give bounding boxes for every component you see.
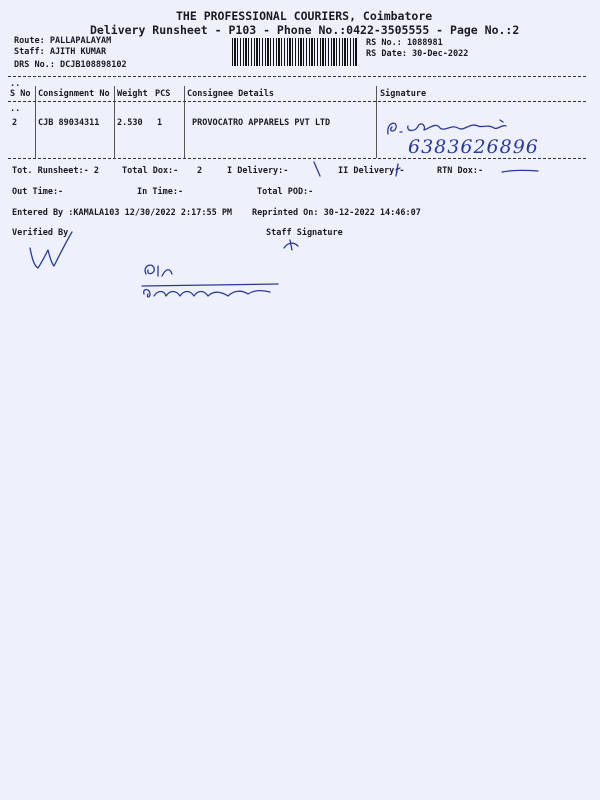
drs-number: DRS No.: DCJB108898102 — [14, 60, 127, 70]
barcode — [232, 38, 358, 66]
column-divider — [184, 86, 185, 158]
total-dox: Total Dox:- — [122, 166, 179, 176]
total-dox-value: 2 — [197, 166, 203, 176]
verified-by-label: Verified By — [12, 228, 69, 238]
pen-tick-marks — [312, 160, 542, 180]
header-consignment: Consignment No — [38, 89, 110, 99]
row-sno: 2 — [12, 118, 18, 128]
staff-signature-mark — [282, 238, 302, 252]
receiver-phone: 6383626896 — [408, 136, 539, 158]
divider — [8, 158, 586, 159]
i-delivery: I Delivery:- — [227, 166, 289, 176]
header-weight: Weight — [117, 89, 148, 99]
column-divider — [376, 86, 377, 158]
column-divider — [114, 86, 115, 158]
out-time: Out Time:- — [12, 187, 64, 197]
row-consignee: PROVOCATRO APPARELS PVT LTD — [192, 118, 331, 128]
row-weight: 2.530 — [117, 118, 143, 128]
header-signature: Signature — [380, 89, 427, 99]
runsheet-title: Delivery Runsheet - P103 - Phone No.:0422-3505555 - Page No.:2 — [90, 23, 520, 37]
row-consignment: CJB 89034311 — [38, 118, 100, 128]
divider — [8, 76, 586, 77]
company-title: THE PROFESSIONAL COURIERS, Coimbatore — [176, 9, 433, 23]
entered-by: Entered By :KAMALA103 12/30/2022 2:17:55 PM — [12, 208, 233, 218]
total-pod: Total POD:- — [257, 187, 314, 197]
in-time: In Time:- — [137, 187, 184, 197]
staff-handwritten-name — [138, 260, 288, 302]
rs-date: RS Date: 30-Dec-2022 — [366, 49, 469, 59]
header-consignee: Consignee Details — [187, 89, 274, 99]
ii-delivery: II Delivery:- — [338, 166, 405, 176]
row-pcs: 1 — [157, 118, 163, 128]
reprinted-on: Reprinted On: 30-12-2022 14:46:07 — [252, 208, 421, 218]
header-pcs: PCS — [155, 89, 171, 99]
route-label: Route: PALLAPALAYAM — [14, 36, 112, 46]
rtn-dox: RTN Dox:- — [437, 166, 484, 176]
staff-signature-label: Staff Signature — [266, 228, 343, 238]
rs-number: RS No.: 1088981 — [366, 38, 443, 48]
verifier-signature — [26, 228, 76, 270]
dots: .. — [10, 104, 21, 114]
staff-label: Staff: AJITH KUMAR — [14, 47, 107, 57]
dots: .. — [10, 79, 21, 89]
header-sno: S No — [10, 89, 31, 99]
divider — [8, 101, 586, 102]
total-runsheet: Tot. Runsheet:- 2 — [12, 166, 99, 176]
column-divider — [35, 86, 36, 158]
